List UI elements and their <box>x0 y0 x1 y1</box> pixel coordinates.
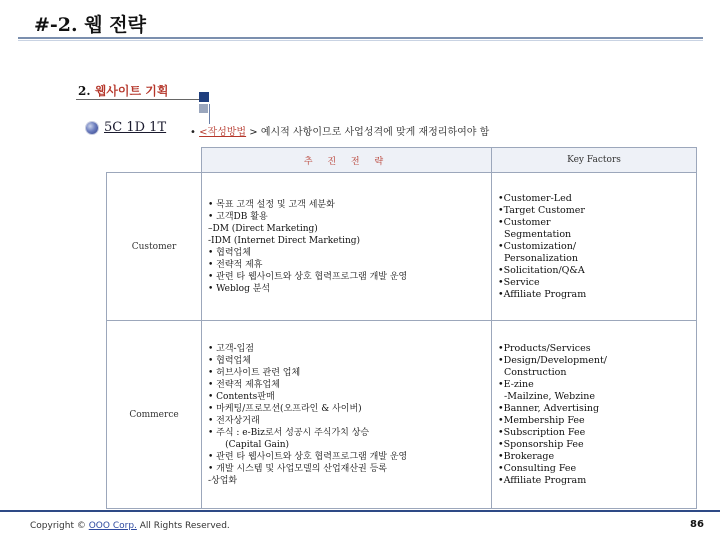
instruction-note <box>190 123 489 138</box>
key-factor-cell <box>492 173 697 321</box>
section-underline <box>76 99 200 100</box>
title-divider <box>18 37 703 39</box>
decorative-square-dark <box>199 92 209 102</box>
strategy-item: • Contents판매 <box>208 391 275 402</box>
key-factor-item: •Consulting Fee <box>498 462 577 474</box>
header-strategy: 추 진 전 략 <box>202 148 492 173</box>
strategy-item: • 허브사이트 관련 업체 <box>208 367 301 378</box>
footer-suffix: All Rights Reserved. <box>136 521 230 531</box>
header-blank-cell <box>107 148 202 173</box>
key-factor-cell <box>492 321 697 509</box>
strategy-item: • 고객DB 활용 <box>208 211 268 222</box>
strategy-item: • 개발 시스템 및 사업모델의 산업재산권 등록 <box>208 463 387 474</box>
strategy-item: • 협력업체 <box>208 355 251 366</box>
strategy-item: • 관련 타 웹사이트와 상호 협력프로그램 개발 운영 <box>208 451 408 462</box>
slide-title: #-2. 웹 전략 <box>34 14 146 36</box>
key-factor-item: Construction <box>498 366 567 378</box>
strategy-item: • 고객-입점 <box>208 343 254 354</box>
table-row <box>107 321 697 509</box>
footer-bar <box>0 510 720 512</box>
key-factor-item: •Subscription Fee <box>498 426 586 438</box>
footer-prefix: Copyright © <box>30 521 86 531</box>
strategy-item: -IDM (Internet Direct Marketing) <box>208 235 361 246</box>
page-number: 86 <box>690 519 704 530</box>
header-key-factors: Key Factors <box>492 148 697 173</box>
section-heading-text: 웹사이트 기획 <box>94 84 169 98</box>
key-factor-item: •Solicitation/Q&A <box>498 264 585 276</box>
strategy-item: • 협력업체 <box>208 247 251 258</box>
key-factor-item: •Target Customer <box>498 204 585 216</box>
strategy-item: (Capital Gain) <box>208 439 290 450</box>
key-factor-item: •Products/Services <box>498 342 591 354</box>
key-factor-item: •Customer <box>498 216 551 228</box>
strategy-item: –DM (Direct Marketing) <box>208 223 318 234</box>
section-heading <box>78 82 168 99</box>
table-header-row <box>107 148 697 173</box>
strategy-item: • 전자상거래 <box>208 415 260 426</box>
footer-corp[interactable]: OOO Corp. <box>88 521 137 531</box>
key-factor-item: Segmentation <box>498 228 572 240</box>
key-factor-item: •Design/Development/ <box>498 354 607 366</box>
strategy-item: • 전략적 제휴 <box>208 259 263 270</box>
key-factor-item: Personalization <box>498 252 578 264</box>
strategy-cell <box>202 321 492 509</box>
key-factor-item: •Affiliate Program <box>498 474 587 486</box>
strategy-item: • 전략적 제휴업체 <box>208 379 280 390</box>
strategy-item: • Weblog 분석 <box>208 283 271 294</box>
decorative-square-light <box>199 104 208 113</box>
section-number: 2. <box>78 84 91 98</box>
strategy-item: • 관련 타 웹사이트와 상호 협력프로그램 개발 운영 <box>208 271 408 282</box>
note-bullet: • <box>190 127 200 138</box>
table-row <box>107 173 697 321</box>
footer-copyright <box>30 521 230 531</box>
bullet-sphere-icon <box>86 122 98 134</box>
note-highlight: <작성방법 <box>199 127 247 138</box>
title-divider-light <box>18 40 703 41</box>
key-factor-item: •Service <box>498 276 540 288</box>
strategy-table <box>106 147 697 509</box>
strategy-cell <box>202 173 492 321</box>
model-label: 5C 1D 1T <box>104 120 167 135</box>
key-factor-item: •Banner, Advertising <box>498 402 600 414</box>
key-factor-item: •Membership Fee <box>498 414 585 426</box>
key-factor-item: •Customer-Led <box>498 192 572 204</box>
key-factor-item: •Customization/ <box>498 240 577 252</box>
key-factor-item: -Mailzine, Webzine <box>498 390 596 402</box>
note-text: > 예시적 사항이므로 사업성격에 맞게 재정리하여야 함 <box>246 127 490 138</box>
strategy-item: • 마케팅/프로모션(오프라인 & 사이버) <box>208 403 362 414</box>
strategy-item: • 주식 : e-Biz로서 성공시 주식가치 상승 <box>208 427 370 438</box>
decorative-vertical-line <box>209 104 210 124</box>
key-factor-item: •Sponsorship Fee <box>498 438 584 450</box>
key-factor-item: •Brokerage <box>498 450 555 462</box>
row-label: Customer <box>107 173 202 321</box>
key-factor-item: •E-zine <box>498 378 534 390</box>
row-label: Commerce <box>107 321 202 509</box>
strategy-item: -상업화 <box>208 475 238 486</box>
strategy-item: • 목표 고객 설정 및 고객 세분화 <box>208 199 335 210</box>
key-factor-item: •Affiliate Program <box>498 288 587 300</box>
